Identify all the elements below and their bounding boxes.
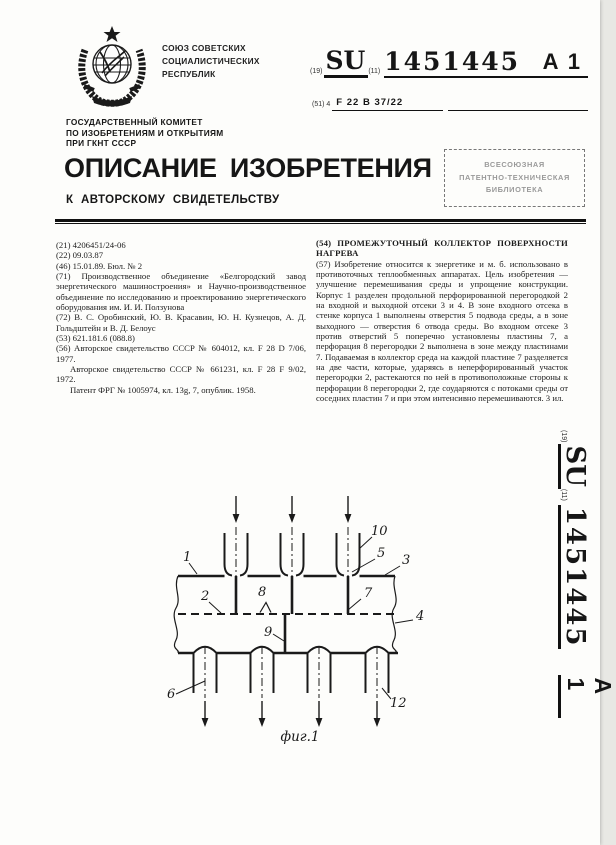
country-line: РЕСПУБЛИК	[162, 69, 216, 79]
document-subtitle: К АВТОРСКОМУ СВИДЕТЕЛЬСТВУ	[66, 194, 280, 206]
code-51: (51) 4	[312, 101, 331, 108]
committee-line: ПРИ ГКНТ СССР	[66, 138, 137, 149]
library-stamp	[444, 149, 585, 207]
label-5: 5	[377, 546, 386, 561]
perforation-mark	[260, 603, 271, 613]
field-56: (56) Авторское свидетельство СССР № 604012, кл. F 28 D 7/06, 1977.	[56, 343, 306, 364]
document-number-line	[310, 48, 588, 78]
abstract-57: (57) Изобретение относится к энергетике и м. б. использовано в противоточных теплообменных аппаратах. Цель изобретения — улучшение перемешивания среды и упрощение конструкции. Корпус 1 разделен продольной перфорированной перегородкой 2 на входной и выходной отсеки 3 и 4. В зоне входного отсека в стенке корпуса 1 выполнены отверстия 5 подвода среды, а в зоне выходного — отверстия 6 отвода среды. Во входном отсеке 3 против отверстий 5 поперечно установлены пластины 7, а перфорация 8 перегородки 2 выполнена в зоне между пластинами 7. Подаваемая в коллектор среда на каждой пластине 7 разделяется на две части, которые, ударяясь в неперфорированный участок перегородки 2, растекаются по ней в противоположные стороны к перфорации 8 перегородки 2, где соударяются с потоками среды от соседних пластин 7 и при этом интенсивно перемешиваются. 3 ил.	[316, 258, 568, 404]
committee-line: ПО ИЗОБРЕТЕНИЯМ И ОТКРЫТИЯМ	[66, 127, 224, 138]
inlet-tubes	[225, 527, 360, 580]
document-title: ОПИСАНИЕ ИЗОБРЕТЕНИЯ	[64, 153, 432, 183]
label-10: 10	[371, 524, 388, 539]
label-4: 4	[416, 609, 425, 624]
citation: Патент ФРГ № 1005974, кл. 13g, 7, опублик. 1958.	[70, 384, 256, 395]
field-46: (46) 15.01.89. Бюл. № 2	[56, 260, 143, 271]
plates	[236, 576, 348, 614]
ussr-coat-of-arms-icon	[72, 24, 152, 110]
kind-code: A 1	[558, 675, 616, 718]
figure-caption: фиг.1	[280, 729, 320, 745]
code-19: (19)	[560, 430, 567, 443]
label-2: 2	[201, 589, 210, 604]
field-53: (53) 621.181.6 (088.8)	[56, 333, 135, 344]
invention-title: (54) ПРОМЕЖУТОЧНЫЙ КОЛЛЕКТОР ПОВЕРХНОСТИ НАГРЕВА	[316, 238, 568, 259]
field-71: (71) Производственное объединение «Белгородский завод энергетического машиностроения» и Научно-производственное объединение по исследованию и проектированию энергетического оборудования им. И. И. Ползунова	[56, 271, 306, 313]
field-72: (72) В. С. Оробинский, Ю. В. Красавин, Ю. Н. Кузнецов, А. Д. Гольдштейн и В. Д. Белоус	[56, 312, 306, 333]
committee-line: ГОСУДАРСТВЕННЫЙ КОМИТЕТ	[66, 117, 203, 127]
kind-code: A 1	[542, 49, 582, 74]
label-6: 6	[167, 687, 176, 702]
header-divider	[55, 219, 586, 224]
field-21: (21) 4206451/24-06	[56, 240, 126, 250]
side-publication-number	[558, 430, 616, 718]
label-7: 7	[364, 586, 373, 601]
outlet-flow-arrows	[202, 701, 381, 727]
code-11: (11)	[560, 488, 567, 501]
right-column	[316, 238, 568, 404]
label-8: 8	[258, 585, 267, 600]
inlet-flow-arrows	[233, 496, 352, 523]
left-column	[56, 240, 306, 395]
country-line: СОЦИАЛИСТИЧЕСКИХ	[162, 56, 260, 66]
country-name	[162, 42, 260, 81]
label-3: 3	[402, 553, 411, 568]
patent-drawing	[60, 480, 540, 780]
label-9: 9	[264, 625, 273, 640]
code-19: (19)	[310, 68, 323, 75]
publication-number-underline	[384, 49, 588, 78]
stamp-line: ПАТЕНТНО-ТЕХНИЧЕСКАЯ	[459, 172, 570, 182]
label-1: 1	[183, 550, 192, 565]
country-code: SU	[324, 48, 368, 78]
publication-number: 1451445	[560, 506, 590, 648]
code-11: (11)	[368, 68, 381, 75]
citation: Авторское свидетельство СССР № 661231, кл. F 28 F 9/02, 1972.	[56, 364, 306, 385]
label-12: 12	[390, 696, 407, 711]
ipc-underline-fill	[448, 100, 588, 111]
country-code: SU	[560, 445, 590, 487]
ipc-line	[312, 97, 588, 111]
stamp-line: ВСЕСОЮЗНАЯ	[484, 160, 545, 169]
committee-name	[66, 117, 224, 149]
publication-number: 1451445	[384, 47, 521, 76]
stamp-line: БИБЛИОТЕКА	[485, 185, 544, 194]
field-22: (22) 09.03.87	[56, 250, 104, 261]
country-line: СОЮЗ СОВЕТСКИХ	[162, 43, 246, 53]
ipc-class: F 22 B 37/22	[332, 97, 443, 111]
